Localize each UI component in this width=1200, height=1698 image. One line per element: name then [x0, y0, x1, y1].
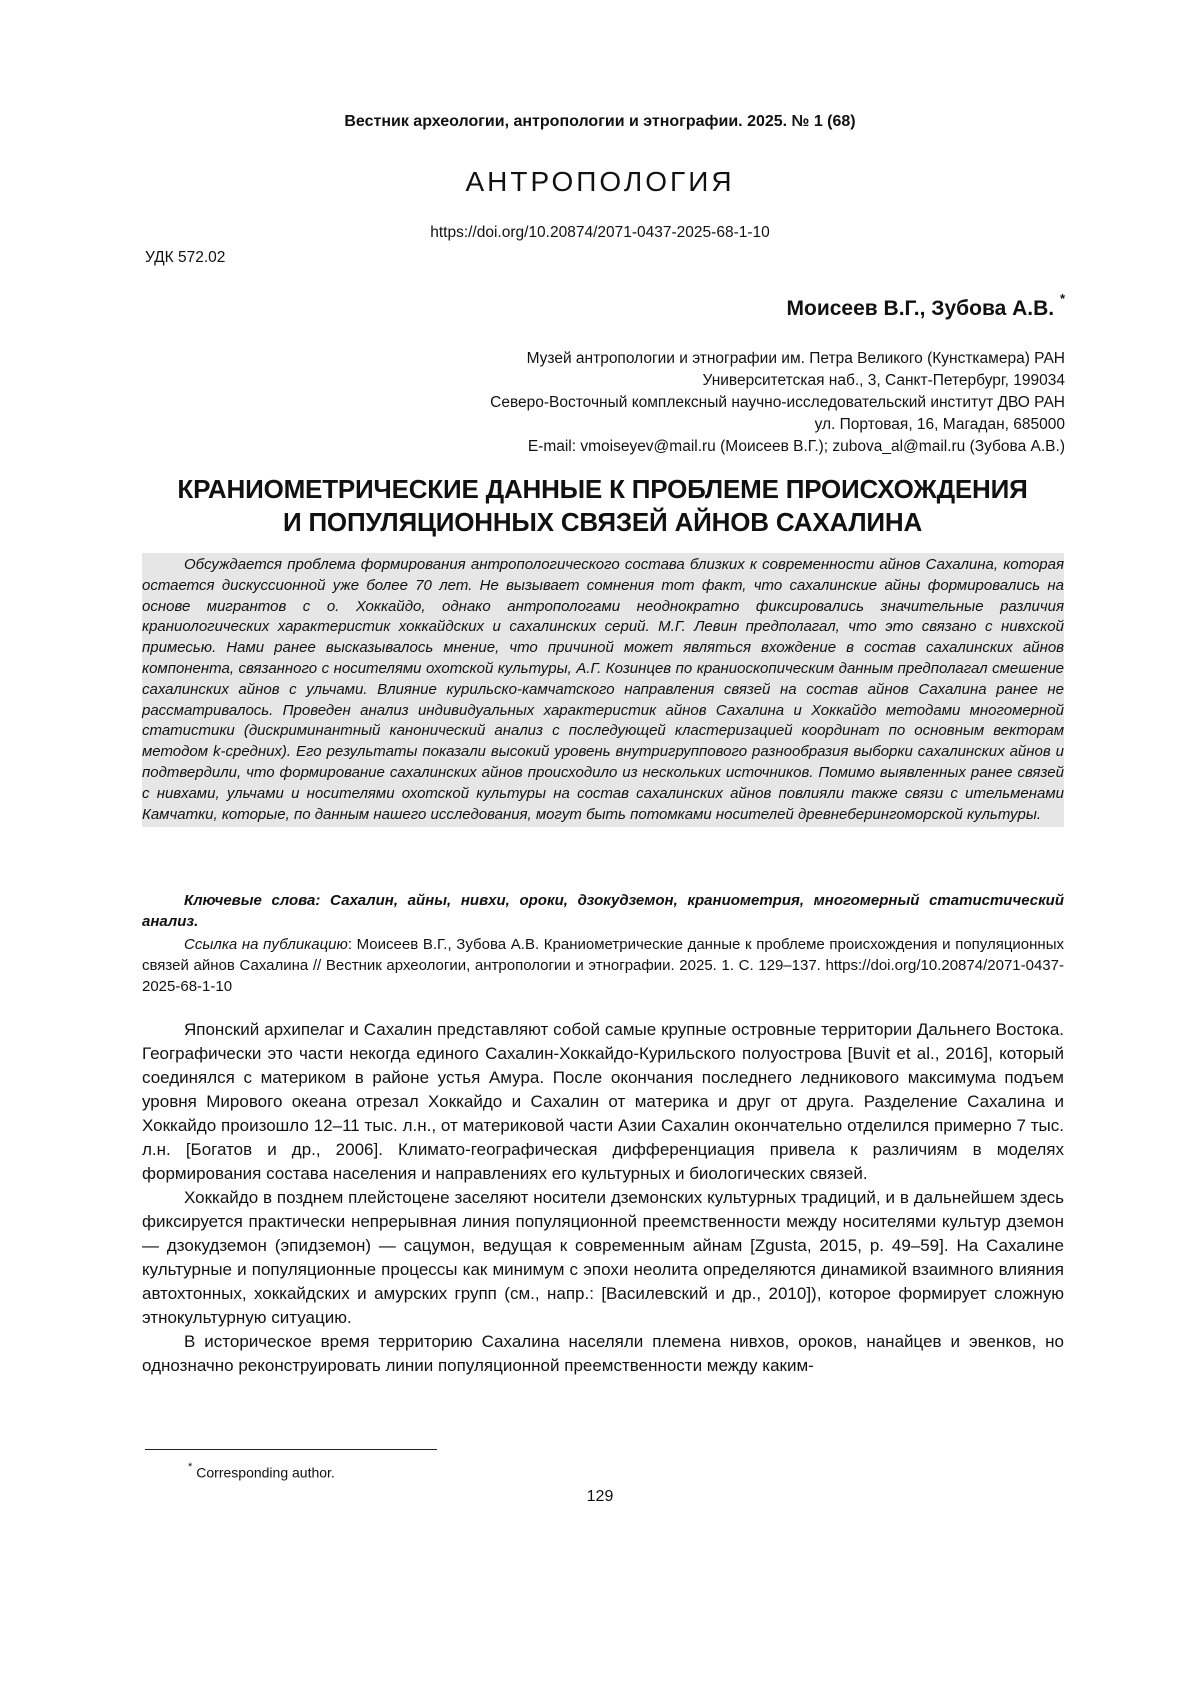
author-names-text: Моисеев В.Г., Зубова А.В. [786, 297, 1055, 320]
doi-link[interactable]: https://doi.org/10.20874/2071-0437-2025-68-1-10 [430, 224, 770, 241]
affiliations [490, 348, 1065, 458]
affiliation-line: Университетская наб., 3, Санкт-Петербург, 199034 [702, 372, 1065, 389]
journal-running-head: Вестник археологии, антропологии и этнографии. 2025. № 1 (68) [344, 113, 856, 130]
body-paragraph: Хоккайдо в позднем плейстоцене заселяют носители дземонских культурных традиций, и в дальнейшем здесь фиксируется практически непрерывная линия популяционной преемственности между носителями культур дземон — дзокудземон (эпидземон) — сацумон, ведущая к современным айнам [Zgusta, 2015, p. 49–59]. На Сахалине культурные и популяционные процессы как минимум с эпохи неолита определяются динамикой взаимного влияния автохтонных, хоккайдских и амурских групп (см., напр.: [Василевский и др., 2010]), которое формирует сложную этнокультурную ситуацию. [142, 1188, 1064, 1327]
citation [142, 934, 1064, 997]
article-title-line: И ПОПУЛЯЦИОННЫХ СВЯЗЕЙ АЙНОВ САХАЛИНА [282, 507, 923, 537]
citation-label: Ссылка на публикацию [184, 936, 348, 953]
page-number: 129 [586, 1488, 614, 1505]
keywords: Ключевые слова: Сахалин, айны, нивхи, ороки, дзокудземон, краниометрия, многомерный статистический анализ. [142, 892, 1064, 930]
body-paragraph: В историческое время территорию Сахалина населяли племена нивхов, ороков, нанайцев и эвенков, но однозначно реконструировать линии популяционной преемственности между каким- [142, 1332, 1064, 1375]
body-paragraph: Японский архипелаг и Сахалин представляют собой самые крупные островные территории Дальнего Востока. Географически это части некогда единого Сахалин-Хоккайдо-Курильского полуострова [Buvit et al., 2016], который соединялся с материком в районе устья Амура. После окончания последнего ледникового максимума подъем уровня Мирового океана отрезал Хоккайдо и Сахалин от материка и друг от друга. Разделение Сахалина и Хоккайдо произошло 12–11 тыс. л.н., от материковой части Азии Сахалин окончательно отделился примерно 7 тыс. л.н. [Богатов и др., 2006]. Климато-географическая дифференциация привела к различиям в моделях формирования состава населения и направлениях его культурных и биологических связей. [142, 1020, 1064, 1183]
abstract: Обсуждается проблема формирования антропологического состава близких к современности айнов Сахалина, которая остается дискуссионной уже более 70 лет. Не вызывает сомнения тот факт, что сахалинские айны формировались на основе мигрантов с о. Хоккайдо, однако антропологами неоднократно фиксировались значительные различия краниологических характеристик хоккайдских и сахалинских серий. М.Г. Левин предполагал, что это связано с нивхской примесью. Нами ранее высказывалось мнение, что причиной может являться вхождение в состав сахалинских айнов компонента, связанного с носителями охотской культуры, А.Г. Козинцев по краниоскопическим данным предполагал смешение сахалинских айнов с ульчами. Влияние курильско-камчатского направления связей на состав айнов Сахалина ранее не рассматривалось. Проведен анализ индивидуальных характеристик айнов Сахалина и Хоккайдо методами многомерной статистики (дискриминантный канонический анализ с последующей кластеризацией координат по основным векторам методом k-средних). Его результаты показали высокий уровень внутригруппового разнообразия выборки сахалинских айнов и подтвердили, что формирование сахалинских айнов происходило из нескольких источников. Помимо выявленных ранее связей с нивхами, ульчами и носителями охотской культуры на состав сахалинских айнов повлияли также связи с ительменами Камчатки, которые, по данным нашего исследования, могут быть потомками носителей древнеберингоморской культуры. [142, 553, 1064, 827]
affiliation-line: Северо-Восточный комплексный научно-исследовательский институт ДВО РАН [490, 394, 1065, 411]
author-names [786, 291, 1065, 321]
body-text [142, 1018, 1064, 1378]
article-title-line: КРАНИОМЕТРИЧЕСКИЕ ДАННЫЕ К ПРОБЛЕМЕ ПРОИСХОЖДЕНИЯ [177, 474, 1028, 504]
corresponding-author-mark: * [1059, 291, 1065, 306]
udk-code: УДК 572.02 [145, 249, 226, 266]
section-title: АНТРОПОЛОГИЯ [465, 166, 735, 197]
affiliation-line: ул. Портовая, 16, Магадан, 685000 [814, 416, 1065, 433]
footnote-text: Corresponding author. [196, 1464, 335, 1481]
citation-text: : Моисеев В.Г., Зубова А.В. Краниометрические данные к проблеме происхождения и популяционных связей айнов Сахалина // Вестник археологии, антропологии и этнографии. 2025. 1. С. 129–137. https://doi.org/10.20874/2071-0437-2025-68-1-10 [142, 936, 1064, 995]
footnote-divider [145, 1449, 437, 1450]
footnote-mark: * [188, 1461, 193, 1473]
email-line: E-mail: vmoiseyev@mail.ru (Моисеев В.Г.); zubova_al@mail.ru (Зубова А.В.) [527, 438, 1065, 455]
footnote [188, 1463, 335, 1481]
affiliation-line: Музей антропологии и этнографии им. Петра Великого (Кунсткамера) РАН [526, 350, 1065, 367]
article-title [140, 473, 1065, 539]
